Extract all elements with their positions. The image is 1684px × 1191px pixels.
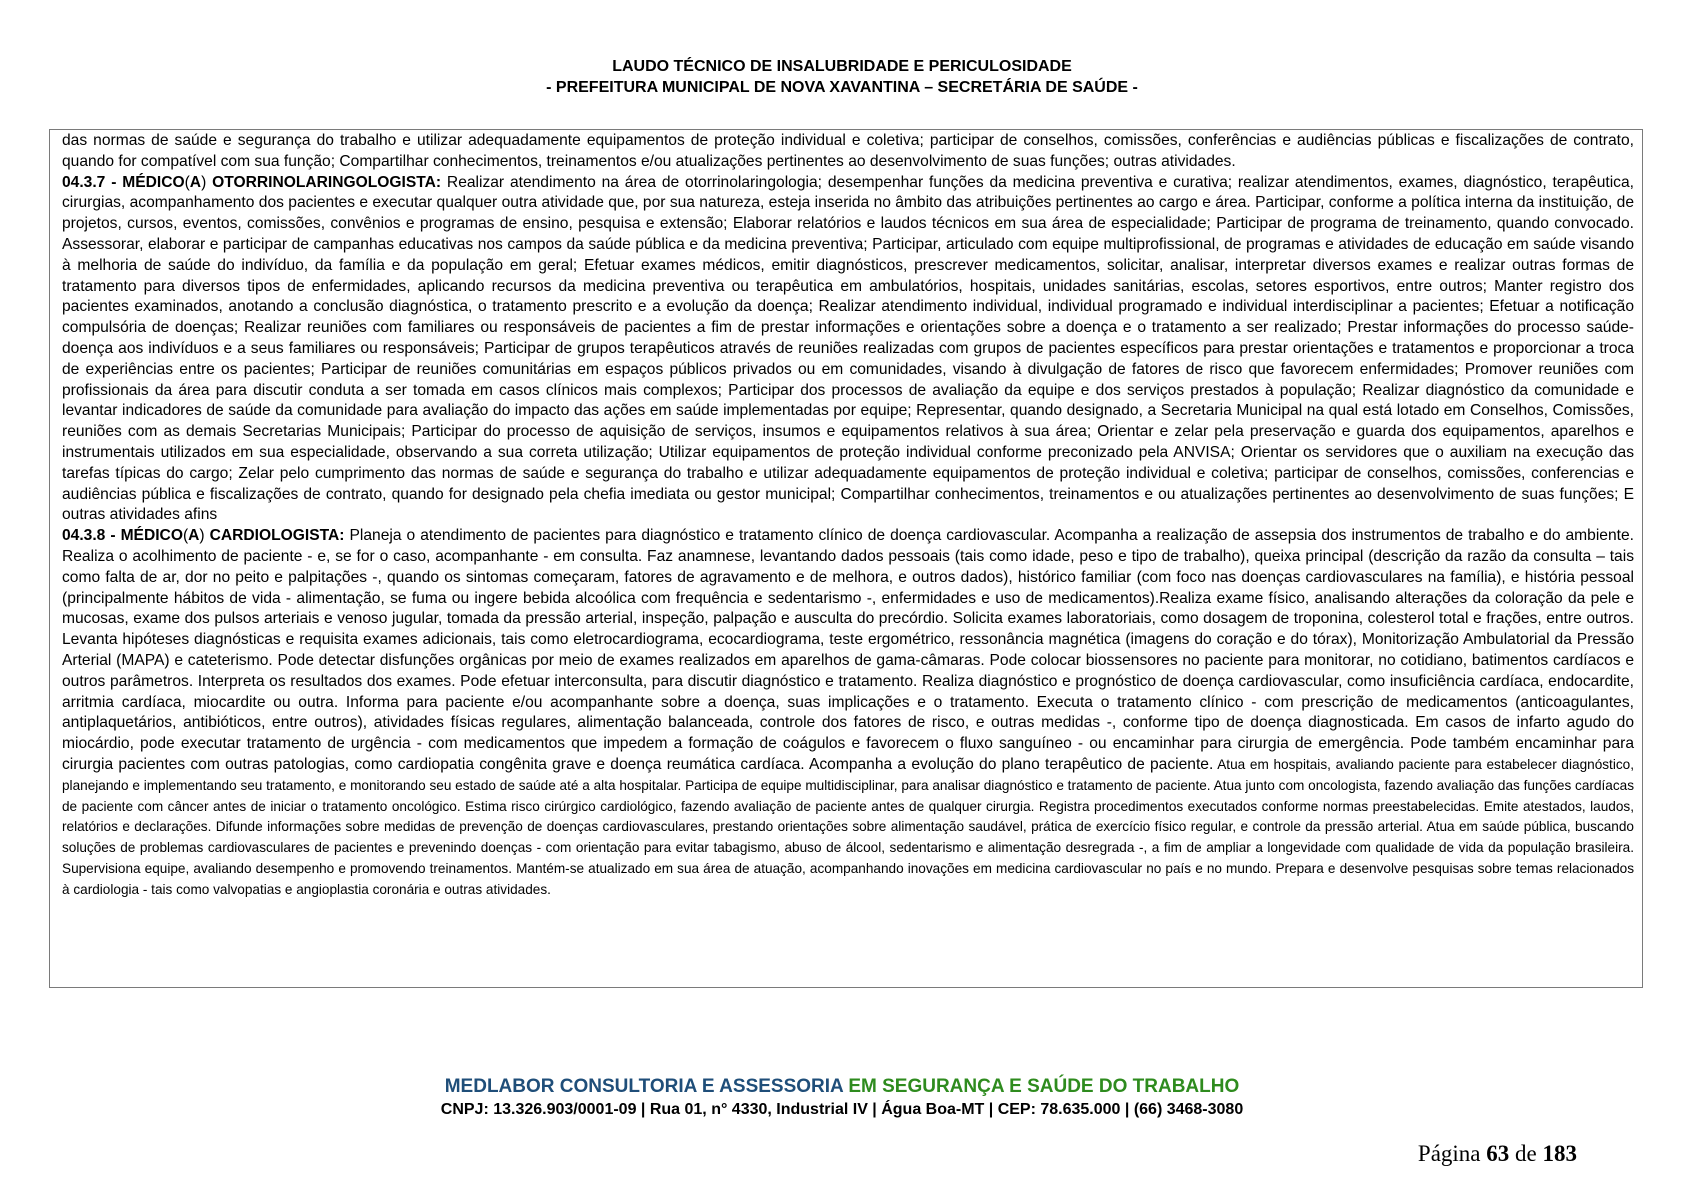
page-total: 183 <box>1542 1141 1577 1166</box>
continuation-text: das normas de saúde e segurança do trabalho e utilizar adequadamente equipamentos de proteção individual e coletiva; participar de conselhos, comissões, conferências e audiências públicas e fiscalizações de contrato, quando for compatível com sua função; Compartilhar conhecimentos, treinamentos e/ou atualizações pertinentes ao desenvolvimento de suas funções; outras atividades. <box>62 132 1634 170</box>
section-gender-a: A <box>188 527 200 545</box>
page-label: Página <box>1417 1141 1487 1166</box>
section-paren-open: ( <box>184 173 190 191</box>
section-paren-close: ) <box>201 173 207 191</box>
section-gender-a: A <box>189 173 202 191</box>
section-paren-close: ) <box>199 527 205 545</box>
section-title: OTORRINOLARINGOLOGISTA: <box>206 173 442 191</box>
section-code: 04.3.7 - MÉDICO <box>62 173 185 191</box>
section-cardiologista <box>62 526 1634 900</box>
company-name-green: EM SEGURANÇA E SAÚDE DO TRABALHO <box>843 1076 1240 1097</box>
section-code: 04.3.8 - MÉDICO <box>62 527 183 545</box>
section-text: Realizar atendimento na área de otorrinolaringologia; desempenhar funções da medicina preventiva e curativa; realizar atendimentos, exames, diagnóstico, terapêutica, cirurgias, acompanhamento dos pacientes e executar qualquer outra atividade que, por sua natureza, esteja inserida no âmbito das atribuições pertinentes ao cargo e área. Participar, conforme a política interna da instituição, de projetos, cursos, eventos, comissões, convênios e programas de ensino, pesquisa e extensão; Elaborar relatórios e laudos técnicos em sua área de especialidade; Participar de programa de treinamento, quando convocado. Assessorar, elaborar e participar de campanhas educativas nos campos da saúde pública e da medicina preventiva; Participar, articulado com equipe multiprofissional, de programas e atividades de educação em saúde visando à melhoria de saúde do indivíduo, da família e da população em geral; Efetuar exames médicos, emitir diagnósticos, prescrever medicamentos, solicitar, analisar, interpretar diversos exames e realizar outras formas de tratamento para diversos tipos de enfermidades, aplicando recursos da medicina preventiva ou terapêutica em ambulatórios, hospitais, unidades sanitárias, escolas, setores esportivos, entre outros; Manter registro dos pacientes examinados, anotando a conclusão diagnóstica, o tratamento prescrito e a evolução da doença; Realizar atendimento individual, individual programado e individual interdisciplinar a pacientes; Efetuar a notificação compulsória de doenças; Realizar reuniões com familiares ou responsáveis de pacientes a fim de prestar informações e orientações sobre a doença e o tratamento a ser realizado; Prestar informações do processo saúde-doença aos indivíduos e a seus familiares ou responsáveis; Participar de grupos terapêuticos através de reuniões realizadas com grupos de pacientes específicos para prestar orientações e tratamentos e proporcionar a troca de experiências entre os pacientes; Participar de reuniões comunitárias em espaços públicos privados ou em comunidades, visando à divulgação de fatores de risco que favorecem enfermidades; Promover reuniões com profissionais da área para discutir conduta a ser tomada em casos clínicos mais complexos; Participar dos processos de avaliação da equipe e dos serviços prestados à população; Realizar diagnóstico da comunidade e levantar indicadores de saúde da comunidade para avaliação do impacto das ações em saúde implementadas por equipe; Representar, quando designado, a Secretaria Municipal na qual está lotado em Conselhos, Comissões, reuniões com as demais Secretarias Municipais; Participar do processo de aquisição de serviços, insumos e equipamentos relativos à sua área; Orientar e zelar pela preservação e guarda dos equipamentos, aparelhos e instrumentais utilizados em sua especialidade, observando a sua correta utilização; Utilizar equipamentos de proteção individual conforme preconizado pela ANVISA; Orientar os servidores que o auxiliam na execução das tarefas típicas do cargo; Zelar pelo cumprimento das normas de saúde e segurança do trabalho e utilizar adequadamente equipamentos de proteção individual e coletiva; participar de conselhos, comissões, conferencias e audiências pública e fiscalizações de contrato, quando for designado pela chefia imediata ou gestor municipal; Compartilhar conhecimentos, treinamentos e ou atualizações pertinentes ao desenvolvimento de suas funções; E outras atividades afins <box>62 173 1634 524</box>
section-otorrinolaringologista <box>62 173 1634 527</box>
footer-company <box>0 1075 1684 1099</box>
document-header <box>0 56 1684 98</box>
company-name-blue: MEDLABOR CONSULTORIA E ASSESSORIA <box>444 1076 844 1097</box>
footer-contact: CNPJ: 13.326.903/0001-09 | Rua 01, n° 4330, Industrial IV | Água Boa-MT | CEP: 78.635.000 | (66) 3468-3080 <box>440 1101 1244 1118</box>
page-current: 63 <box>1486 1141 1510 1166</box>
section-paren-open: ( <box>182 527 189 545</box>
continuation-paragraph <box>62 131 1634 173</box>
document-subtitle: - PREFEITURA MUNICIPAL DE NOVA XAVANTINA – SECRETÁRIA DE SAÚDE - <box>546 79 1138 96</box>
page-separator: de <box>1509 1141 1543 1166</box>
section-small-text: Atua em hospitais, avaliando paciente para estabelecer diagnóstico, planejando e implementando seu tratamento, e monitorando seu estado de saúde até a alta hospitalar. Participa de equipe multidisciplinar, para analisar diagnóstico e tratamento de paciente. Atua junto com oncologista, fazendo avaliação das funções cardíacas de paciente com câncer antes de iniciar o tratamento oncológico. Estima risco cirúrgico cardiológico, fazendo avaliação de paciente antes de qualquer cirurgia. Registra procedimentos executados conforme normas preestabelecidas. Emite atestados, laudos, relatórios e declarações. Difunde informações sobre medidas de prevenção de doenças cardiovasculares, prestando orientações sobre alimentação saudável, prática de exercício físico regular, e controle da pressão arterial. Atua em saúde pública, buscando soluções de problemas cardiovasculares de pacientes e prevenindo doenças - com orientação para evitar tabagismo, abuso de álcool, sedentarismo e alimentação desregrada -, a fim de ampliar a longevidade com qualidade de vida da população brasileira. Supervisiona equipe, avaliando desempenho e promovendo treinamentos. Mantém-se atualizado em sua área de atuação, acompanhando inovações em medicina cardiovascular no país e no mundo. Prepara e desenvolve pesquisas sobre temas relacionados à cardiologia - tais como valvopatias e angioplastia coronária e outras atividades. <box>62 756 1634 897</box>
page-number <box>1418 1140 1577 1168</box>
section-text: Planeja o atendimento de pacientes para diagnóstico e tratamento clínico de doença cardiovascular. Acompanha a realização de assepsia dos instrumentos de trabalho e do ambiente. Realiza o acolhimento de paciente - e, se for o caso, acompanhante - em consulta. Faz anamnese, levantando dados pessoais (tais como idade, peso e tipo de trabalho), queixa principal (descrição da razão da consulta – tais como falta de ar, dor no peito e palpitações -, quando os sintomas começaram, fatores de agravamento e de melhora, e outros dados), histórico familiar (com foco nas doenças cardiovasculares na família), e história pessoal (principalmente hábitos de vida - alimentação, se fuma ou ingere bebida alcoólica com frequência e sedentarismo -, enfermidades e uso de medicamentos).Realiza exame físico, analisando alterações da coloração da pele e mucosas, exame dos pulsos arteriais e venoso jugular, tomada da pressão arterial, inspeção, palpação e ausculta do precórdio. Solicita exames laboratoriais, como dosagem de troponina, colesterol total e frações, entre outros. Levanta hipóteses diagnósticas e requisita exames adicionais, tais como eletrocardiograma, ecocardiograma, teste ergométrico, ressonância magnética (imagens do coração e do tórax), Monitorização Ambulatorial da Pressão Arterial (MAPA) e cateterismo. Pode detectar disfunções orgânicas por meio de exames realizados em aparelhos de gama-câmaras. Pode colocar biossensores no paciente para monitorar, no cotidiano, batimentos cardíacos e outros parâmetros. Interpreta os resultados dos exames. Pode efetuar interconsulta, para discutir diagnóstico e tratamento. Realiza diagnóstico e prognóstico de doença cardiovascular, como insuficiência cardíaca, endocardite, arritmia cardíaca, miocardite ou outra. Informa para paciente e/ou acompanhante sobre a doença, suas implicações e o tratamento. Executa o tratamento clínico - com prescrição de medicamentos (anticoagulantes, antiplaquetários, antibióticos, entre outros), atividades físicas regulares, alimentação balanceada, controle dos fatores de risco, e outras medidas -, conforme tipo de doença diagnosticada. Em casos de infarto agudo do miocárdio, pode executar tratamento de urgência - com medicamentos que impedem a formação de coágulos e favorecem o fluxo sanguíneo - ou encaminhar para cirurgia de emergência. Pode também encaminhar para cirurgia pacientes com outras patologias, como cardiopatia congênita grave e doença reumática cardíaca. Acompanha a evolução do plano terapêutico de paciente. <box>62 527 1634 773</box>
content-box <box>49 129 1643 988</box>
document-title: LAUDO TÉCNICO DE INSALUBRIDADE E PERICULOSIDADE <box>612 58 1072 75</box>
section-title: CARDIOLOGISTA: <box>204 527 345 545</box>
